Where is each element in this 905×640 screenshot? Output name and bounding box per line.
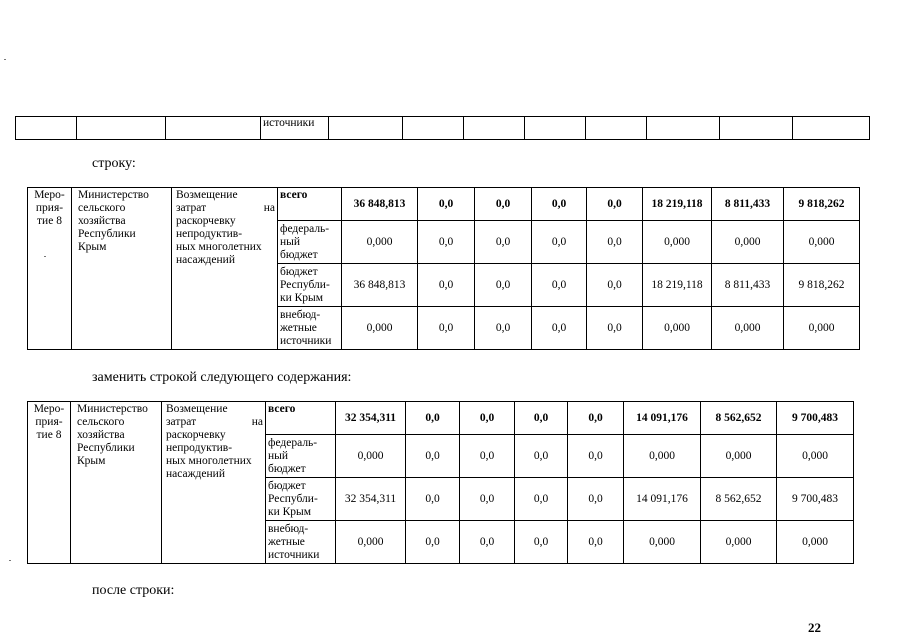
text-line: тие 8 (36, 429, 62, 441)
text-line: Меро- (34, 189, 65, 201)
table-row (16, 117, 870, 140)
value-cell: 14 091,176 (624, 478, 701, 521)
value-cell: 0,0 (418, 221, 475, 264)
value-cell: 0,0 (418, 307, 475, 350)
value-cell: 0,0 (532, 264, 587, 307)
value-cell: 0,0 (460, 521, 515, 564)
measure-cell (28, 402, 71, 564)
text-line: тие 8 (37, 215, 62, 227)
text-line: Министерство (78, 189, 149, 201)
text-line: источники (268, 548, 320, 561)
text-line: сельского (78, 202, 126, 214)
table-cell (77, 117, 166, 140)
value-cell: 0,0 (460, 402, 515, 435)
text-line: внебюд- (280, 308, 321, 321)
value-cell: 0,0 (568, 521, 624, 564)
value-cell: 0,0 (532, 188, 587, 221)
value-cell: 0,000 (336, 521, 406, 564)
text-line: ки Крым (268, 505, 312, 518)
ministry-cell (71, 402, 162, 564)
value-cell: 0,0 (568, 402, 624, 435)
value-cell: 0,0 (406, 402, 460, 435)
text-word: на (251, 416, 263, 428)
text-line: бюджет (268, 462, 306, 475)
text-line: непродуктив- (166, 442, 233, 454)
value-cell: 0,000 (712, 307, 784, 350)
value-cell: 8 811,433 (712, 188, 784, 221)
text-word: затрат (176, 202, 207, 214)
value-cell: 0,0 (475, 221, 532, 264)
text-line: ных многолетних (176, 241, 262, 253)
value-cell: 0,0 (587, 221, 643, 264)
text-line: федераль- (280, 222, 330, 235)
value-cell: 9 818,262 (784, 188, 860, 221)
source-cell (266, 435, 336, 478)
text-line: Республи- (280, 278, 330, 291)
text-line: непродуктив- (176, 228, 243, 240)
value-cell: 0,000 (624, 521, 701, 564)
value-cell: 0,000 (342, 307, 418, 350)
scan-speck (9, 560, 11, 561)
text-line: жетные (280, 321, 317, 334)
value-cell: 0,000 (784, 221, 860, 264)
value-cell: 0,000 (643, 221, 712, 264)
text-line: внебюд- (268, 522, 309, 535)
text-line: раскорчевку (166, 429, 226, 441)
text-line (176, 202, 275, 215)
table-cell (166, 117, 261, 140)
text-line: бюджет (280, 248, 318, 261)
table-cell (647, 117, 720, 140)
value-cell: 0,000 (712, 221, 784, 264)
value-cell: 0,0 (515, 435, 568, 478)
label-after: после строки: (92, 583, 175, 598)
text-line: сельского (77, 416, 125, 428)
value-cell: 0,000 (336, 435, 406, 478)
text-line: насаждений (166, 468, 225, 480)
value-cell: 0,0 (532, 221, 587, 264)
value-cell: 0,0 (515, 402, 568, 435)
text-line: ный (268, 449, 289, 462)
value-cell: 0,0 (568, 435, 624, 478)
text-line (166, 416, 263, 429)
table-row (28, 402, 854, 435)
text-line: жетные (268, 535, 305, 548)
text-line: Возмещение (166, 403, 228, 415)
value-cell: 0,0 (568, 478, 624, 521)
value-cell: 18 219,118 (643, 264, 712, 307)
text-line: ных многолетних (166, 455, 252, 467)
text-line: ный (280, 235, 301, 248)
source-cell (266, 478, 336, 521)
value-cell: 8 562,652 (701, 478, 777, 521)
value-cell: 0,0 (475, 264, 532, 307)
value-cell: 0,0 (406, 478, 460, 521)
text-line: ки Крым (280, 291, 324, 304)
value-cell: 0,000 (701, 435, 777, 478)
measure-cell (28, 188, 72, 350)
value-cell: 0,000 (784, 307, 860, 350)
value-cell: 0,0 (587, 264, 643, 307)
value-cell: 36 848,813 (342, 188, 418, 221)
text-line: Крым (77, 455, 106, 467)
table-fragment-top (15, 116, 870, 140)
value-cell: 9 700,483 (777, 478, 854, 521)
table-cell (403, 117, 464, 140)
source-cell (278, 307, 342, 350)
table-cell (16, 117, 77, 140)
table-new (27, 401, 854, 564)
value-cell: 0,0 (587, 307, 643, 350)
value-cell: 0,000 (342, 221, 418, 264)
scan-speck (44, 256, 46, 257)
value-cell: 18 219,118 (643, 188, 712, 221)
table-cell: источники (261, 117, 329, 140)
value-cell: 0,000 (701, 521, 777, 564)
value-cell: 0,000 (777, 435, 854, 478)
text-line: Крым (78, 241, 107, 253)
page-number: 22 (808, 620, 821, 635)
text-line: раскорчевку (176, 215, 236, 227)
value-cell: 9 818,262 (784, 264, 860, 307)
table-cell (525, 117, 586, 140)
value-cell: 8 562,652 (701, 402, 777, 435)
label-before: строку: (92, 156, 136, 171)
text-line: Возмещение (176, 189, 238, 201)
value-cell: 14 091,176 (624, 402, 701, 435)
source-cell (278, 264, 342, 307)
table-old (27, 187, 860, 350)
text-line: прия- (35, 416, 63, 428)
text-line: Меро- (33, 403, 65, 415)
value-cell: 0,0 (587, 188, 643, 221)
text-line: хозяйства (77, 429, 125, 441)
value-cell: 0,0 (515, 478, 568, 521)
value-cell: 0,000 (777, 521, 854, 564)
text-line: Республики (78, 228, 136, 240)
text-line: насаждений (176, 254, 235, 266)
value-cell: 8 811,433 (712, 264, 784, 307)
value-cell: 0,0 (418, 188, 475, 221)
value-cell: 0,0 (475, 188, 532, 221)
source-cell (266, 521, 336, 564)
value-cell: 0,0 (475, 307, 532, 350)
value-cell: 32 354,311 (336, 402, 406, 435)
value-cell: 0,0 (406, 435, 460, 478)
text-line: бюджет (268, 479, 306, 492)
value-cell: 0,000 (643, 307, 712, 350)
value-cell: 9 700,483 (777, 402, 854, 435)
source-cell (278, 221, 342, 264)
table-cell (464, 117, 525, 140)
source-cell (266, 402, 336, 435)
value-cell: 0,000 (624, 435, 701, 478)
value-cell: 0,0 (418, 264, 475, 307)
value-cell: 0,0 (515, 521, 568, 564)
text-word: на (263, 202, 275, 214)
value-cell: 0,0 (532, 307, 587, 350)
value-cell: 0,0 (406, 521, 460, 564)
label-middle: заменить строкой следующего содержания: (92, 370, 352, 385)
value-cell: 32 354,311 (336, 478, 406, 521)
table-row (28, 188, 860, 221)
table-cell (793, 117, 870, 140)
text-line: Министерство (77, 403, 148, 415)
table-cell (720, 117, 793, 140)
text-line: федераль- (268, 436, 318, 449)
scan-speck (4, 59, 6, 60)
value-cell: 36 848,813 (342, 264, 418, 307)
table-cell (586, 117, 647, 140)
source-cell (278, 188, 342, 221)
table-cell (329, 117, 403, 140)
description-cell (162, 402, 266, 564)
description-cell (172, 188, 278, 350)
text-line: бюджет (280, 265, 318, 278)
text-word: затрат (166, 416, 197, 428)
text-line: прия- (35, 202, 64, 214)
text-line: всего (268, 403, 296, 415)
text-line: источники (280, 334, 332, 347)
text-line: Республи- (268, 492, 318, 505)
ministry-cell (72, 188, 172, 350)
text-line: хозяйства (78, 215, 126, 227)
text-line: всего (280, 189, 308, 201)
text-line: Республики (77, 442, 135, 454)
value-cell: 0,0 (460, 478, 515, 521)
value-cell: 0,0 (460, 435, 515, 478)
